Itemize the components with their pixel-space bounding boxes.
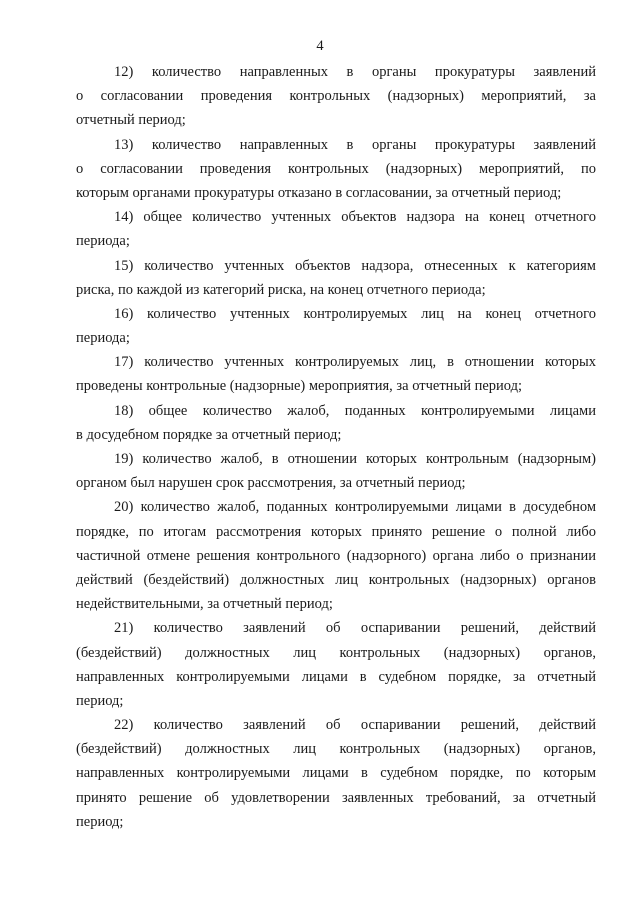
- list-item: [76, 713, 596, 834]
- list-item: [76, 205, 596, 253]
- list-item-line: периода;: [76, 330, 130, 347]
- list-item-line: органом был нарушен срок рассмотрения, за отчетный период;: [76, 475, 466, 492]
- list-item-line: 17) количество учтенных контролируемых лиц, в отношении которых: [114, 354, 596, 371]
- list-item-line: период;: [76, 692, 124, 709]
- list-item-line: направленных контролируемыми лицами в судебном порядке, по которым: [76, 765, 596, 782]
- list-item: [76, 133, 596, 206]
- list-item: [76, 302, 596, 350]
- list-item-line: 14) общее количество учтенных объектов надзора на конец отчетного: [114, 209, 596, 226]
- list-item-line: направленных контролируемыми лицами в судебном порядке, за отчетный: [76, 668, 596, 685]
- list-item-line: о согласовании проведения контрольных (надзорных) мероприятий, за: [76, 88, 596, 105]
- list-item-line: проведены контрольные (надзорные) мероприятия, за отчетный период;: [76, 378, 523, 395]
- list-item-line: 21) количество заявлений об оспаривании решений, действий: [114, 620, 596, 637]
- list-item-line: 19) количество жалоб, в отношении которых контрольным (надзорным): [114, 451, 596, 467]
- list-item-line: недействительными, за отчетный период;: [76, 596, 333, 613]
- list-item-line: действий (бездействий) должностных лиц контрольных (надзорных) органов: [76, 571, 596, 588]
- list-item-line: которым органами прокуратуры отказано в согласовании, за отчетный период;: [76, 184, 562, 201]
- list-item: [76, 350, 596, 398]
- list-item: [76, 447, 596, 495]
- list-item: [76, 60, 596, 133]
- page-number: 4: [316, 38, 324, 54]
- list-item-line: частичной отмене решения контрольного (надзорного) органа либо о признании: [76, 547, 596, 564]
- list-item-line: 18) общее количество жалоб, поданных контролируемыми лицами: [114, 402, 596, 419]
- list-item-line: 12) количество направленных в органы прокуратуры заявлений: [114, 64, 596, 80]
- list-item: [76, 616, 596, 713]
- list-item-line: 22) количество заявлений об оспаривании решений, действий: [114, 717, 596, 734]
- list-item-line: 16) количество учтенных контролируемых лиц на конец отчетного: [114, 305, 596, 322]
- list-item: [76, 399, 596, 447]
- list-item-line: о согласовании проведения контрольных (надзорных) мероприятий, по: [76, 160, 596, 177]
- list-item-line: (бездействий) должностных лиц контрольных (надзорных) органов,: [76, 644, 596, 661]
- list-item-line: периода;: [76, 233, 130, 250]
- list-item-line: порядке, по итогам рассмотрения которых принято решение о полной либо: [76, 523, 596, 540]
- list-item-line: 13) количество направленных в органы прокуратуры заявлений: [114, 136, 596, 153]
- list-item-line: (бездействий) должностных лиц контрольных (надзорных) органов,: [76, 741, 596, 758]
- list-item-line: принято решение об удовлетворении заявленных требований, за отчетный: [76, 789, 596, 806]
- list-item-line: риска, по каждой из категорий риска, на конец отчетного периода;: [76, 281, 486, 298]
- document-body: [76, 60, 596, 834]
- list-item-line: период;: [76, 813, 124, 830]
- list-item-line: 15) количество учтенных объектов надзора, отнесенных к категориям: [114, 257, 596, 274]
- list-item-line: 20) количество жалоб, поданных контролируемыми лицами в досудебном: [114, 499, 596, 516]
- list-item-line: отчетный период;: [76, 112, 186, 129]
- list-item: [76, 254, 596, 302]
- list-item: [76, 495, 596, 616]
- list-item-line: в досудебном порядке за отчетный период;: [76, 426, 342, 443]
